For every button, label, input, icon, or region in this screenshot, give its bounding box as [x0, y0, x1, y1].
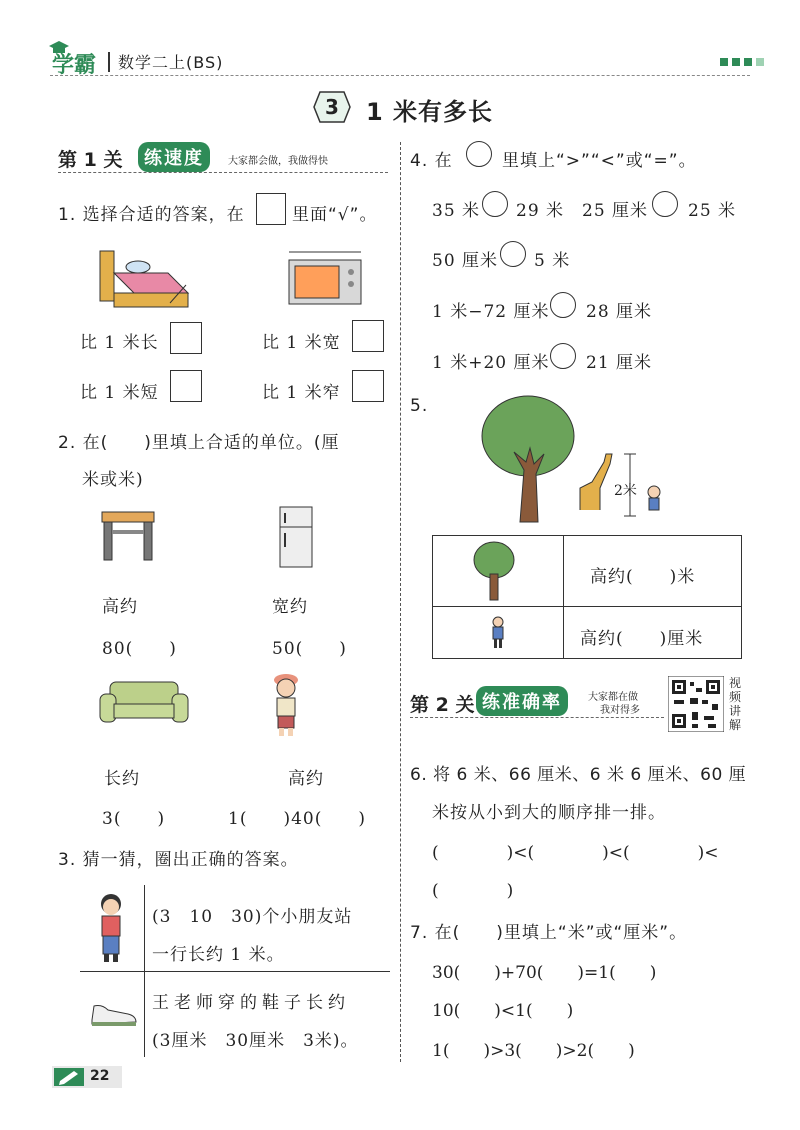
q2-sofa-answer[interactable]: 3( )	[102, 809, 166, 829]
q4-r1-circle2[interactable]	[652, 191, 678, 217]
q4-prompt-a: 4. 在	[410, 151, 453, 171]
q4-r2-a: 50 厘米	[432, 251, 499, 271]
q5-number: 5.	[410, 396, 429, 416]
q4-r1-d: 25 米	[688, 201, 737, 221]
level-2-slogan-1: 大家都在做	[588, 692, 638, 703]
q2-fridge-answer[interactable]: 50( )	[272, 639, 347, 659]
q5-height-label: 2米	[614, 483, 637, 499]
q1-answer-box-shorter[interactable]	[170, 370, 202, 402]
pencil-icon	[54, 1068, 84, 1086]
qr-code-icon[interactable]	[668, 676, 724, 732]
q4-r4-circle[interactable]	[550, 343, 576, 369]
tree-giraffe-boy-illustration	[480, 392, 670, 524]
fridge-illustration	[278, 505, 314, 569]
q4-r4-a: 1 米+20 厘米	[432, 353, 550, 373]
level-1-underline	[58, 172, 388, 173]
qr-label: 视频讲解	[729, 676, 742, 732]
level-1-badge: 练速度	[138, 142, 210, 172]
level-2-slogan-2: 我对得多	[600, 705, 640, 716]
q3-row1-line2: 一行长约 1 米。	[152, 945, 285, 965]
q2-desk-answer[interactable]: 80( )	[102, 639, 177, 659]
q1-answer-box-longer[interactable]	[170, 322, 202, 354]
book-subtitle: 数学二上(BS)	[118, 53, 224, 72]
q1-option-wider: 比 1 米宽	[262, 333, 341, 353]
page-title: 1 米有多长	[366, 98, 494, 126]
q1-sample-box	[256, 193, 286, 225]
q4-r4-b: 21 厘米	[586, 353, 653, 373]
q4-sample-circle	[466, 141, 492, 167]
q7-line2[interactable]: 10( )<1( )	[432, 1001, 574, 1021]
q2-boy-answer[interactable]: 1( )40( )	[228, 809, 366, 829]
q3-row2-line1: 王老师穿的鞋子长约	[152, 993, 350, 1013]
q4-r1-c: 25 厘米	[582, 201, 649, 221]
column-divider	[400, 142, 401, 1062]
q2-sofa-label: 长约	[104, 769, 140, 789]
q2-fridge-label: 宽约	[272, 597, 308, 617]
q6-answer-line-2[interactable]: ( )	[432, 881, 514, 901]
header-rule	[50, 75, 750, 76]
shoe-illustration	[88, 1000, 138, 1028]
level-2-underline	[410, 717, 664, 718]
q1-option-narrower: 比 1 米窄	[262, 383, 341, 403]
bed-illustration	[98, 243, 193, 315]
q2-boy-label: 高约	[288, 769, 324, 789]
q4-r3-b: 28 厘米	[586, 302, 653, 322]
q6-line1: 6. 将 6 米、66 厘米、6 米 6 厘米、60 厘	[410, 765, 747, 785]
q7-line3[interactable]: 1( )>3( )>2( )	[432, 1041, 635, 1061]
header-squares	[720, 58, 780, 68]
q2-prompt-line1: 2. 在( )里填上合适的单位。(厘	[58, 433, 340, 453]
q4-r1-a: 35 米	[432, 201, 481, 221]
q4-prompt-b: 里填上“>”“<”或“=”。	[502, 151, 697, 171]
q3-prompt: 3. 猜一猜，圈出正确的答案。	[58, 850, 299, 870]
q7-prompt: 7. 在( )里填上“米”或“厘米”。	[410, 923, 688, 943]
q1-prompt-b: 里面“√”。	[292, 205, 378, 225]
q1-option-shorter: 比 1 米短	[80, 383, 159, 403]
q4-r3-a: 1 米−72 厘米	[432, 302, 550, 322]
page-number: 22	[90, 1068, 110, 1084]
chapter-number: 3	[325, 95, 340, 119]
header-divider	[108, 52, 110, 72]
q2-prompt-line2: 米或米)	[82, 470, 144, 490]
child-illustration	[96, 892, 126, 964]
level-2-badge: 练准确率	[476, 686, 568, 716]
q5-boy-answer[interactable]: 高约( )厘米	[580, 629, 704, 649]
q1-answer-box-narrower[interactable]	[352, 370, 384, 402]
sofa-illustration	[98, 680, 190, 728]
q3-row1-line1: (3 10 30)个小朋友站	[152, 907, 353, 927]
page-footer	[52, 1066, 122, 1088]
q1-prompt-a: 1. 选择合适的答案，在	[58, 205, 245, 225]
header	[30, 40, 770, 76]
desk-illustration	[100, 508, 156, 564]
level-2-label: 第 2 关	[410, 694, 475, 716]
unit-title	[312, 90, 512, 124]
q5-tree-answer[interactable]: 高约( )米	[590, 567, 696, 587]
q1-answer-box-wider[interactable]	[352, 320, 384, 352]
boy-illustration	[268, 672, 304, 738]
level-1-label: 第 1 关	[58, 149, 123, 171]
q7-line1[interactable]: 30( )+70( )=1( )	[432, 963, 657, 983]
tree-icon	[472, 540, 516, 602]
q4-r1-circle1[interactable]	[482, 191, 508, 217]
q3-row2-line2: (3厘米 30厘米 3米)。	[152, 1031, 359, 1051]
microwave-illustration	[285, 246, 365, 308]
q4-r2-b: 5 米	[534, 251, 571, 271]
small-boy-icon	[490, 616, 506, 650]
level-1-slogan: 大家都会做，我做得快	[228, 156, 328, 167]
q4-r1-b: 29 米	[516, 201, 565, 221]
brand-logo: 学霸	[52, 53, 97, 78]
q2-desk-label: 高约	[102, 597, 138, 617]
q1-option-longer: 比 1 米长	[80, 333, 159, 353]
q4-r2-circle[interactable]	[500, 241, 526, 267]
q4-r3-circle[interactable]	[550, 292, 576, 318]
q6-answer-line[interactable]: ( )<( )<( )<	[432, 843, 719, 863]
q6-line2: 米按从小到大的顺序排一排。	[432, 803, 666, 823]
